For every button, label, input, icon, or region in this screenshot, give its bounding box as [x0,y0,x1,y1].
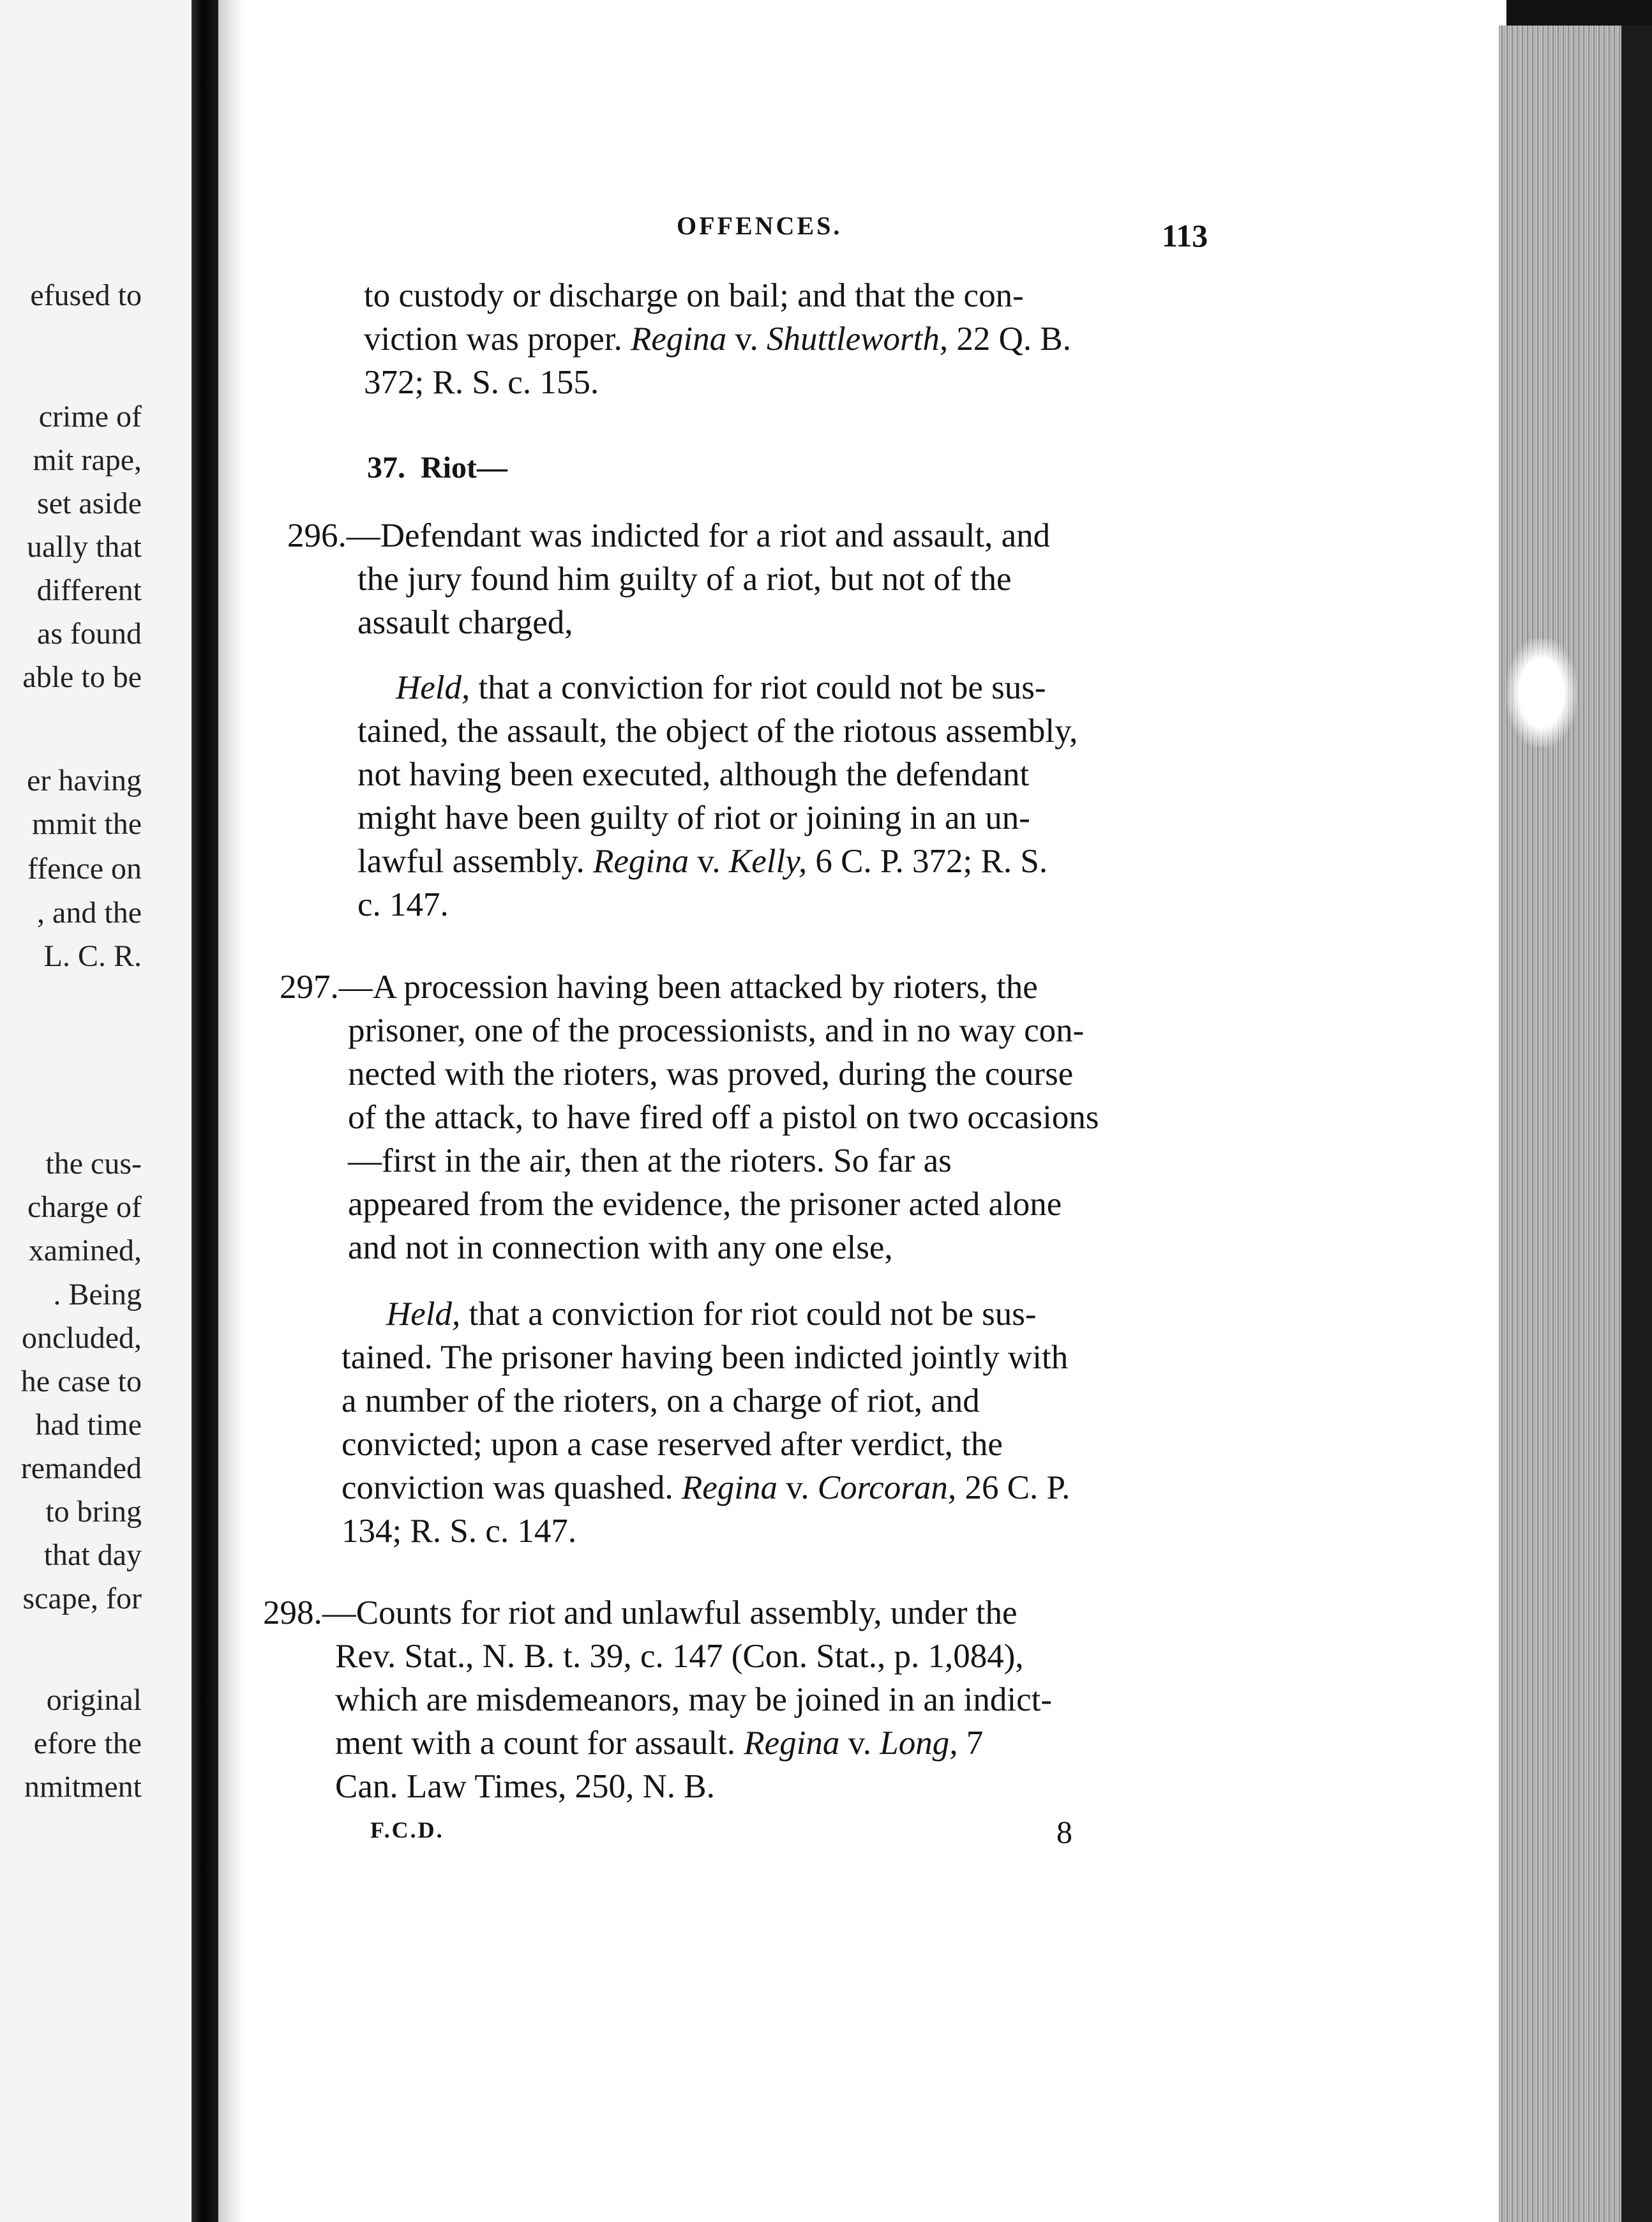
facing-page-line: ually that [27,530,142,564]
text-line [263,1593,1017,1633]
facing-page-line: he case to [20,1364,142,1398]
text-run: viction was proper. [364,321,622,358]
text-line [342,1468,1070,1508]
facing-page [0,0,198,2222]
section-heading [367,450,507,485]
case-name: Regina [681,1469,777,1506]
text-line: to custody or discharge on bail; and that the con- [364,277,1024,314]
facing-page-line: crime of [38,400,142,434]
text-line: 134; R. S. c. 147. [342,1513,577,1550]
text-run: —Counts for riot and unlawful assembly, under the [322,1594,1017,1631]
citation: 26 C. P. [965,1469,1070,1506]
case-number: 296. [287,517,347,554]
case-number: 297. [280,969,339,1006]
text-line: which are misdemeanors, may be joined in an indict- [335,1681,1052,1718]
party-name: Corcoran, [817,1469,957,1506]
held-label: Held, [386,1296,461,1333]
text-line: a number of the rioters, on a charge of riot, and [342,1382,980,1419]
facing-page-line: , and the [37,896,142,930]
party-name: Kelly, [728,843,807,880]
running-head: OFFENCES. [677,211,843,240]
facing-page-line: mit rape, [33,443,142,477]
text-line: Can. Law Times, 250, N. B. [335,1768,715,1805]
case-name: Regina [744,1725,840,1762]
facing-page-line: able to be [22,660,142,694]
facing-page-line: to bring [45,1495,142,1529]
text-line [287,516,1050,556]
text-run: conviction was quashed. [342,1469,673,1506]
sheet-number: 8 [1056,1814,1072,1850]
facing-page-line: L. C. R. [43,939,142,973]
facing-page-line: remanded [20,1451,142,1485]
text-line: tained. The prisoner having been indicted jointly with [342,1339,1069,1376]
text-line: convicted; upon a case reserved after verdict, the [342,1426,1003,1463]
case-name: Regina [631,321,727,358]
facing-page-line: efused to [30,278,142,312]
page-113 [255,0,1494,2222]
facing-page-line: xamined, [28,1234,142,1267]
text-line: nected with the rioters, was proved, during the course [348,1055,1074,1092]
facing-page-line: nmitment [24,1770,142,1804]
gutter-shadow [218,0,244,2222]
text-run: v. [697,843,721,880]
text-line: and not in connection with any one else, [348,1229,893,1266]
text-run: —A procession having been attacked by rioters, the [338,969,1038,1006]
text-line: Rev. Stat., N. B. t. 39, c. 147 (Con. Stat., p. 1,084), [335,1638,1024,1675]
facing-page-line: . Being [53,1278,142,1311]
case-number: 298. [263,1594,322,1631]
facing-page-line: er having [27,764,142,797]
text-line [364,319,1071,359]
facing-page-line: efore the [33,1727,142,1760]
text-line [386,1294,1037,1334]
facing-page-line: scape, for [22,1582,142,1615]
text-line: c. 147. [357,886,449,923]
printer-signature: F.C.D. [370,1817,444,1843]
facing-page-line: different [36,573,142,607]
case-name: Regina [592,843,689,880]
text-line: tained, the assault, the object of the riotous assembly, [357,713,1078,750]
facing-page-line: had time [35,1408,142,1442]
text-run: v. [786,1469,809,1506]
facing-page-line: charge of [27,1190,142,1224]
citation: 22 Q. B. [956,321,1072,358]
book-gutter [191,0,218,2222]
text-line [396,668,1046,707]
text-run: v. [848,1725,871,1762]
text-run: that a conviction for riot could not be sus- [478,669,1046,706]
text-run: v. [735,321,758,358]
text-line: 372; R. S. c. 155. [364,364,599,401]
facing-page-line: mmit the [32,807,142,841]
citation: 7 [966,1725,984,1762]
held-label: Held, [396,669,470,706]
text-run: lawful assembly. [357,843,585,880]
facing-page-line: that day [43,1538,142,1572]
facing-page-line: oncluded, [22,1321,142,1355]
text-line [335,1723,983,1763]
party-name: Shuttleworth, [766,321,949,358]
facing-page-line: as found [37,617,142,651]
text-line: might have been guilty of riot or joining in an un- [357,799,1030,836]
facing-page-line: the cus- [45,1147,142,1181]
text-line: —first in the air, then at the rioters. So far as [348,1142,952,1179]
facing-page-line: ffence on [27,852,142,886]
text-line: not having been executed, although the defendant [357,756,1030,793]
text-line [280,967,1038,1007]
text-run: that a conviction for riot could not be sus- [469,1296,1037,1333]
text-run: —Defendant was indicted for a riot and assault, and [346,517,1051,554]
text-line: assault charged, [357,604,573,641]
section-number: 37. [367,451,405,485]
facing-page-line: original [46,1683,142,1717]
section-title: Riot— [421,451,507,485]
facing-page-line: set aside [37,487,142,520]
text-line: prisoner, one of the processionists, and in no way con- [348,1012,1085,1049]
citation: 6 C. P. 372; R. S. [815,843,1048,880]
scan-border [1621,26,1652,2222]
text-line: the jury found him guilty of a riot, but not of the [357,561,1012,598]
party-name: Long, [880,1725,958,1762]
text-line: appeared from the evidence, the prisoner acted alone [348,1186,1062,1223]
paper-blemish [1506,639,1577,747]
text-line: of the attack, to have fired off a pistol on two occasions [348,1099,1099,1136]
text-run: ment with a count for assault. [335,1725,736,1762]
text-line [357,842,1048,881]
page-number: 113 [1162,218,1208,253]
